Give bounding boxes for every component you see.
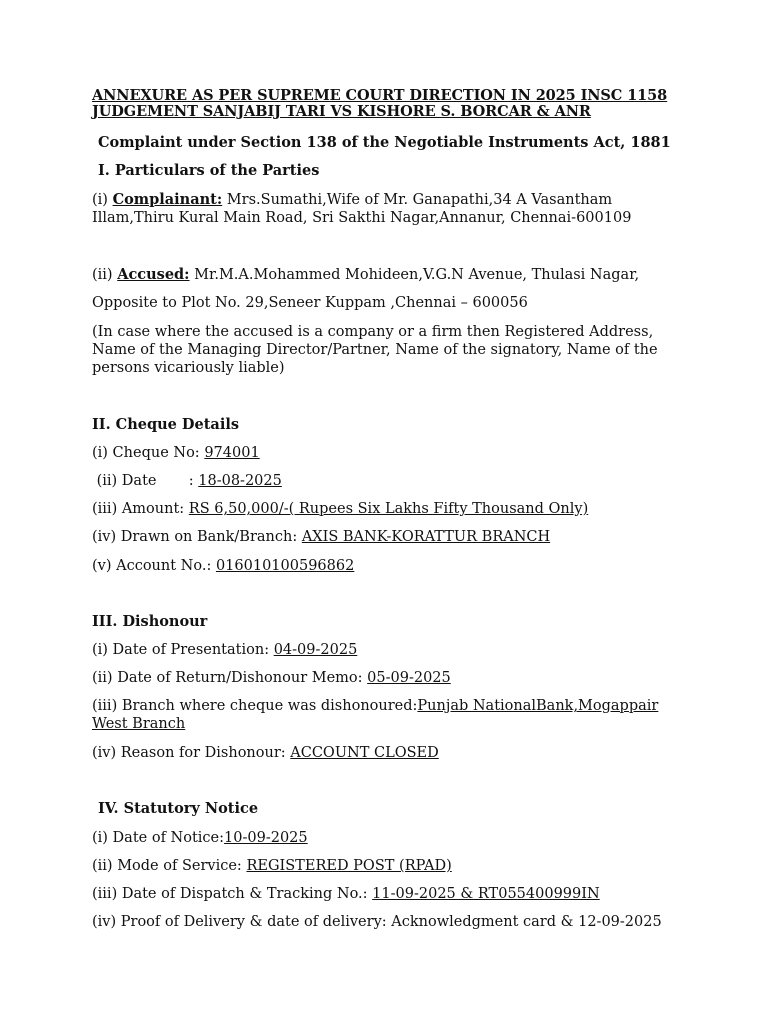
branch-paragraph [92,697,682,733]
return-memo-label: (ii) Date of Return/Dishonour Memo: [92,670,368,686]
accused-label: Accused: [117,266,190,283]
complaint-title: Complaint under Section 138 of the Negotiable Instruments Act, 1881 [98,134,671,151]
cheque-no-value: 974001 [204,445,260,461]
reason-value: ACCOUNT CLOSED [290,745,439,761]
complainant-value: Mrs.Sumathi,Wife of Mr. Ganapathi,34 A Vasantham Illam,Thiru Kural Main Road, Sri Sakthi Nagar,Annanur, Chennai-600109 [92,192,632,226]
return-memo-value: 05-09-2025 [367,670,451,686]
dispatch-value: 11-09-2025 & RT055400999IN [372,886,600,902]
dishonour-section-title: III. Dishonour [92,613,208,630]
accused-address-line-2: Opposite to Plot No. 29,Seneer Kuppam ,Chennai – 600056 [92,295,528,311]
cheque-date-value: 18-08-2025 [198,473,282,489]
account-line [92,557,354,575]
amount-value: RS 6,50,000/-( Rupees Six Lakhs Fifty Thousand Only) [188,501,589,517]
complainant-label: Complainant: [112,191,223,208]
reason-label: (iv) Reason for Dishonour: [92,745,291,761]
amount-line [92,500,588,518]
accused-value: Mr.M.A.Mohammed Mohideen,V.G.N Avenue, Thulasi Nagar, [189,267,640,283]
parties-section-title: I. Particulars of the Parties [98,162,320,179]
complainant-paragraph [92,191,682,227]
presentation-value: 04-09-2025 [273,642,358,658]
branch-label: (iii) Branch where cheque was dishonoured: [92,698,418,714]
bank-label: (iv) Drawn on Bank/Branch: [92,529,302,545]
bank-line [92,528,550,546]
accused-prefix: (ii) [92,267,118,283]
annexure-heading [92,88,692,120]
notice-date-value: 10-09-2025 [224,830,308,846]
notice-date-label: (i) Date of Notice: [92,830,225,846]
service-mode-value: REGISTERED POST (RPAD) [246,858,452,874]
amount-label: (iii) Amount: [92,501,189,517]
proof-of-delivery-line: (iv) Proof of Delivery & date of delivery: Acknowledgment card & 12-09-2025 [92,914,662,930]
bank-value: AXIS BANK-KORATTUR BRANCH [301,529,551,545]
cheque-section-title: II. Cheque Details [92,416,239,433]
heading-line-2: JUDGEMENT SANJABIJ TARI VS KISHORE S. BORCAR & ANR [92,103,591,120]
presentation-line [92,641,357,659]
complainant-prefix: (i) [92,192,113,208]
reason-line [92,744,439,762]
account-label: (v) Account No.: [92,558,216,574]
presentation-label: (i) Date of Presentation: [92,642,274,658]
dispatch-line [92,885,600,903]
cheque-no-label: (i) Cheque No: [92,445,205,461]
heading-line-1: ANNEXURE AS PER SUPREME COURT DIRECTION IN 2025 INSC 1158 [92,87,668,104]
return-memo-line [92,669,451,687]
notice-section-title: IV. Statutory Notice [98,800,259,817]
notice-date-line [92,829,308,847]
account-value: 016010100596862 [215,558,355,574]
dispatch-label: (iii) Date of Dispatch & Tracking No.: [92,886,373,902]
cheque-date-line [92,472,282,490]
cheque-no-line [92,444,260,462]
service-mode-label: (ii) Mode of Service: [92,858,247,874]
service-mode-line [92,857,452,875]
branch-value: Punjab NationalBank,Mogappair West Branch [92,698,659,732]
cheque-date-label: (ii) Date : [92,473,199,489]
accused-line [92,266,639,284]
company-note: (In case where the accused is a company or a firm then Registered Address, Name of the Managing Director/Partner, Name of the signatory, Name of the persons vicariously liable) [92,324,658,376]
